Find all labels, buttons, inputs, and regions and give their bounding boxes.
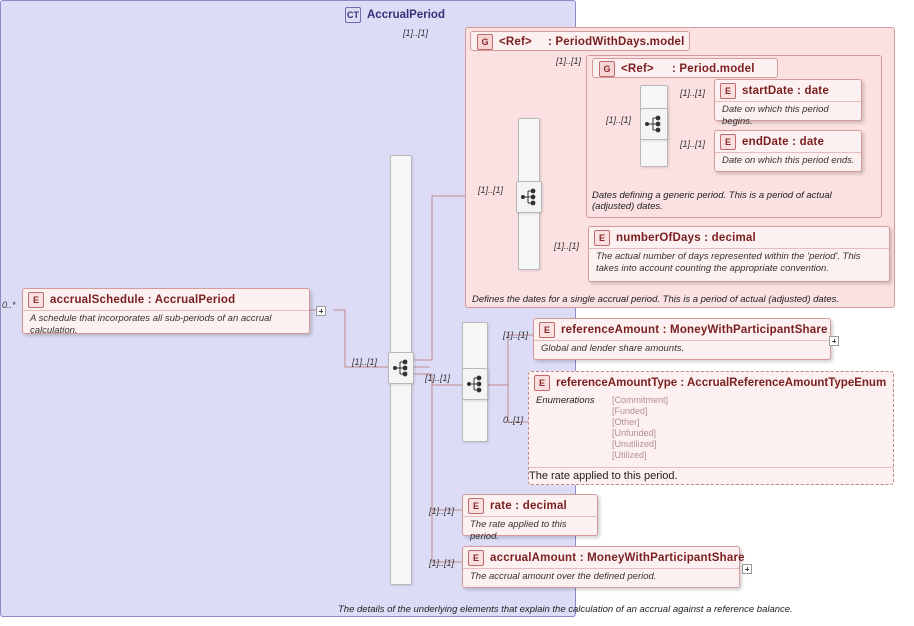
reference-amount-expander-icon[interactable]: [829, 336, 839, 346]
period-model-sequence-icon[interactable]: [640, 108, 668, 140]
rate-node[interactable]: [462, 494, 598, 542]
accrual-schedule-doc: A schedule that incorporates all sub-periods of an accrual calculation.: [23, 310, 309, 341]
period-model-inner-cardinality: [1]..[1]: [606, 115, 632, 125]
enum-value: [Utilized]: [612, 449, 647, 460]
group-badge-icon: G: [477, 34, 493, 50]
number-of-days-title: numberOfDays : decimal: [616, 232, 756, 244]
enum-value: [Funded]: [612, 405, 648, 416]
period-with-days-header: [471, 32, 689, 52]
accrual-amount-title: accrualAmount : MoneyWithParticipantShare: [490, 552, 745, 564]
accrual-schedule-header: [23, 289, 309, 310]
sequence-glyph-icon: [389, 353, 413, 383]
element-badge-icon: E: [28, 292, 44, 308]
accrual-amount-header: [463, 547, 745, 568]
main-sequence-icon[interactable]: [388, 352, 414, 384]
end-date-title: endDate : date: [742, 136, 825, 148]
accrual-period-header: [339, 5, 451, 25]
enum-value: [Unfunded]: [612, 427, 657, 438]
start-date-title: startDate : date: [742, 85, 829, 97]
rate-cardinality: [1]..[1]: [429, 506, 455, 516]
sequence-glyph-icon: [463, 369, 487, 399]
period-model-title: : Period.model: [671, 63, 755, 75]
choice-sequence-cardinality: [1]..[1]: [425, 373, 451, 383]
start-date-cardinality: [1]..[1]: [680, 88, 706, 98]
sequence-glyph-icon: [517, 182, 541, 212]
element-badge-icon: E: [720, 134, 736, 150]
rate-header: [463, 495, 597, 516]
period-with-days-doc: Defines the dates for a single accrual period. This is a period of actual (adjusted) dates.: [472, 294, 840, 305]
root-expander-icon[interactable]: [316, 306, 326, 316]
period-sequence-cardinality: [1]..[1]: [478, 185, 504, 195]
period-model-ref: <Ref>: [621, 63, 654, 75]
period-model-doc: Dates defining a generic period. This is a period of actual (adjusted) dates.: [592, 190, 832, 212]
enum-value: [Commitment]: [612, 395, 669, 405]
accrual-amount-doc: The accrual amount over the defined period.: [463, 568, 739, 587]
start-date-node[interactable]: [714, 79, 862, 127]
enum-value: [Unutilized]: [612, 438, 657, 449]
accrual-period-title: AccrualPeriod: [367, 9, 445, 21]
period-with-days-node[interactable]: [470, 31, 690, 51]
element-badge-icon: E: [539, 322, 555, 338]
reference-amount-type-doc: The rate applied to this period.: [529, 467, 893, 482]
enumerations-label: Enumerations: [536, 395, 595, 406]
period-sequence-icon[interactable]: [516, 181, 542, 213]
end-date-node[interactable]: [714, 130, 862, 172]
reference-amount-cardinality: [1]..[1]: [503, 330, 529, 340]
rate-doc: The rate applied to this period.: [463, 516, 597, 547]
enumerations-list: [608, 395, 668, 461]
number-of-days-doc: The actual number of days represented within the 'period'. This takes into account counting the appropriate convention.: [589, 248, 889, 279]
reference-amount-node[interactable]: [533, 318, 831, 360]
element-badge-icon: E: [594, 230, 610, 246]
period-model-cardinality: [1]..[1]: [556, 56, 582, 66]
sequence-glyph-icon: [641, 109, 667, 139]
number-of-days-node[interactable]: [588, 226, 890, 282]
period-with-days-title: : PeriodWithDays.model: [547, 36, 685, 48]
root-cardinality: 0..*: [2, 300, 16, 310]
period-model-header: [593, 59, 777, 79]
reference-amount-header: [534, 319, 830, 340]
reference-amount-type-node[interactable]: [528, 371, 894, 485]
start-date-header: [715, 80, 861, 101]
reference-amount-type-cardinality: 0..[1]: [503, 415, 524, 425]
rate-title: rate : decimal: [490, 500, 567, 512]
accrual-amount-cardinality: [1]..[1]: [429, 558, 455, 568]
reference-amount-title: referenceAmount : MoneyWithParticipantShare: [561, 324, 828, 336]
end-date-header: [715, 131, 861, 152]
element-badge-icon: E: [534, 375, 550, 391]
end-date-cardinality: [1]..[1]: [680, 139, 706, 149]
group-badge-icon: G: [599, 61, 615, 77]
period-with-days-cardinality: [1]..[1]: [403, 28, 429, 38]
element-badge-icon: E: [468, 550, 484, 566]
enum-value: [Other]: [612, 416, 640, 427]
period-with-days-ref: <Ref>: [499, 36, 532, 48]
accrual-amount-node[interactable]: [462, 546, 745, 588]
element-badge-icon: E: [468, 498, 484, 514]
complextype-badge-icon: CT: [345, 7, 361, 23]
end-date-doc: Date on which this period ends.: [715, 152, 861, 171]
accrual-schedule-title: accrualSchedule : AccrualPeriod: [50, 294, 236, 306]
reference-amount-doc: Global and lender share amounts.: [534, 340, 830, 359]
element-badge-icon: E: [720, 83, 736, 99]
start-date-doc: Date on which this period begins.: [715, 101, 861, 132]
main-cardinality-label: [1]..[1]: [352, 357, 378, 367]
accrual-amount-expander-icon[interactable]: [742, 564, 752, 574]
reference-amount-type-title: referenceAmountType : AccrualReferenceAmountTypeEnum: [556, 377, 887, 389]
reference-amount-type-header: [529, 372, 893, 393]
accrual-period-doc: The details of the underlying elements that explain the calculation of an accrual against a reference balance.: [338, 604, 793, 615]
period-model-node[interactable]: [592, 58, 778, 78]
accrual-schedule-node[interactable]: [22, 288, 310, 334]
choice-sequence-icon[interactable]: [462, 368, 488, 400]
number-of-days-header: [589, 227, 889, 248]
number-of-days-cardinality: [1]..[1]: [554, 241, 580, 251]
